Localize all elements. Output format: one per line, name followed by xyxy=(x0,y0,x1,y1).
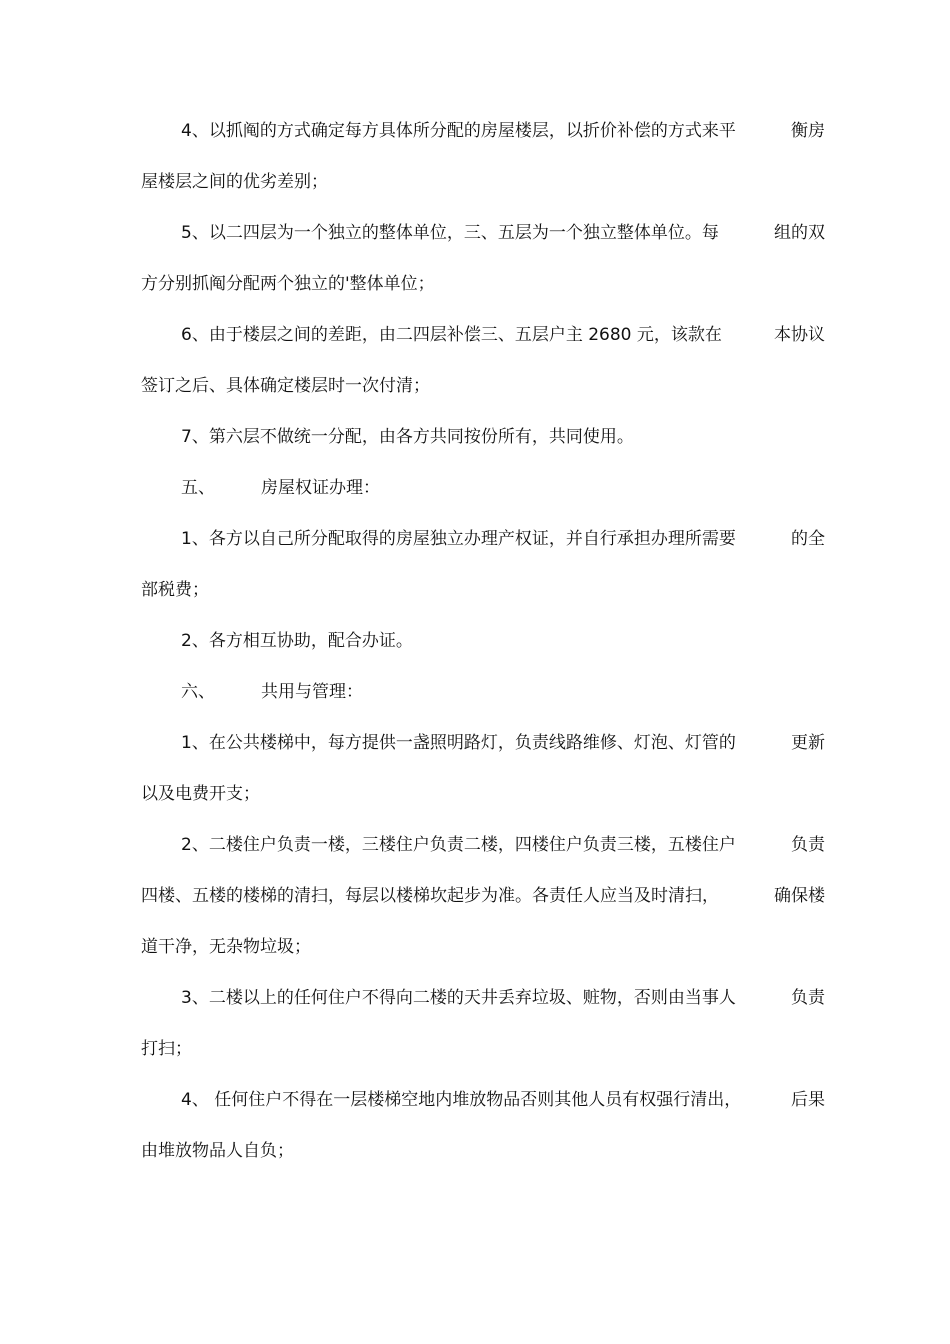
text-segment: 屋楼层之间的优劣差别； xyxy=(141,172,328,192)
clause-management-1 xyxy=(141,718,825,820)
text-segment: 四楼、五楼的楼梯的清扫，每层以楼梯坎起步为准。各责任人应当及时清扫， xyxy=(141,886,719,906)
text-segment: 本协议 xyxy=(774,325,825,345)
section-title: 房屋权证办理： xyxy=(261,478,380,498)
text-segment: 的全 xyxy=(791,529,825,549)
text-segment: 负责 xyxy=(791,835,825,855)
text-line xyxy=(141,871,825,922)
text-segment: 以及电费开支； xyxy=(141,784,260,804)
text-line xyxy=(141,820,825,871)
text-line xyxy=(141,361,825,412)
text-line xyxy=(141,565,825,616)
text-segment: 由堆放物品人自负； xyxy=(141,1141,294,1161)
clause-7-sixth-floor xyxy=(141,412,825,463)
section-number: 五、 xyxy=(181,478,215,498)
text-segment: 2、二楼住户负责一楼，三楼住户负责二楼，四楼住户负责三楼，五楼住户 xyxy=(181,835,736,855)
text-segment: 道干净，无杂物垃圾； xyxy=(141,937,311,957)
text-segment: 衡房 xyxy=(791,121,825,141)
text-segment: 负责 xyxy=(791,988,825,1008)
section-heading-shared-management xyxy=(141,667,825,718)
text-line xyxy=(141,514,825,565)
text-line xyxy=(141,310,825,361)
clause-certificate-1 xyxy=(141,514,825,616)
text-segment: 打扫； xyxy=(141,1039,192,1059)
text-segment: 6、由于楼层之间的差距，由二四层补偿三、五层户主 2680 元，该款在 xyxy=(181,325,722,345)
text-segment: 3、二楼以上的任何住户不得向二楼的天井丢弃垃圾、赃物，否则由当事人 xyxy=(181,988,736,1008)
section-heading-property-certificate xyxy=(141,463,825,514)
text-line xyxy=(141,718,825,769)
text-line xyxy=(141,106,825,157)
text-segment: 4、 任何住户不得在一层楼梯空地内堆放物品否则其他人员有权强行清出， xyxy=(181,1090,742,1110)
text-segment: 更新 xyxy=(791,733,825,753)
text-line xyxy=(141,1075,825,1126)
section-title: 共用与管理： xyxy=(261,682,363,702)
clause-6-compensation xyxy=(141,310,825,412)
clause-management-4 xyxy=(141,1075,825,1177)
text-line xyxy=(141,208,825,259)
text-segment: 确保楼 xyxy=(774,886,825,906)
text-line xyxy=(141,973,825,1024)
text-segment: 1、各方以自己所分配取得的房屋独立办理产权证，并自行承担办理所需要 xyxy=(181,529,736,549)
clause-5-floor-units xyxy=(141,208,825,310)
text-line xyxy=(141,259,825,310)
text-line xyxy=(141,616,825,667)
text-segment: 7、第六层不做统一分配，由各方共同按份所有，共同使用。 xyxy=(181,427,634,447)
clause-4-floor-lottery xyxy=(141,106,825,208)
clause-certificate-2 xyxy=(141,616,825,667)
text-segment: 1、在公共楼梯中，每方提供一盏照明路灯，负责线路维修、灯泡、灯管的 xyxy=(181,733,736,753)
text-segment: 组的双 xyxy=(774,223,825,243)
section-number: 六、 xyxy=(181,682,215,702)
clause-management-2 xyxy=(141,820,825,973)
text-segment: 5、以二四层为一个独立的整体单位，三、五层为一个独立整体单位。每 xyxy=(181,223,719,243)
text-segment: 部税费； xyxy=(141,580,209,600)
text-segment: 签订之后、具体确定楼层时一次付清； xyxy=(141,376,430,396)
clause-management-3 xyxy=(141,973,825,1075)
text-line xyxy=(141,1126,825,1177)
text-line xyxy=(141,769,825,820)
document-page xyxy=(141,106,825,1177)
text-segment: 2、各方相互协助，配合办证。 xyxy=(181,631,413,651)
text-line xyxy=(141,157,825,208)
text-line xyxy=(141,922,825,973)
text-line xyxy=(141,1024,825,1075)
text-line xyxy=(141,412,825,463)
text-segment: 后果 xyxy=(791,1090,825,1110)
text-segment: 4、以抓阄的方式确定每方具体所分配的房屋楼层，以折价补偿的方式来平 xyxy=(181,121,736,141)
text-segment: 方分别抓阄分配两个独立的'整体单位； xyxy=(141,274,435,294)
